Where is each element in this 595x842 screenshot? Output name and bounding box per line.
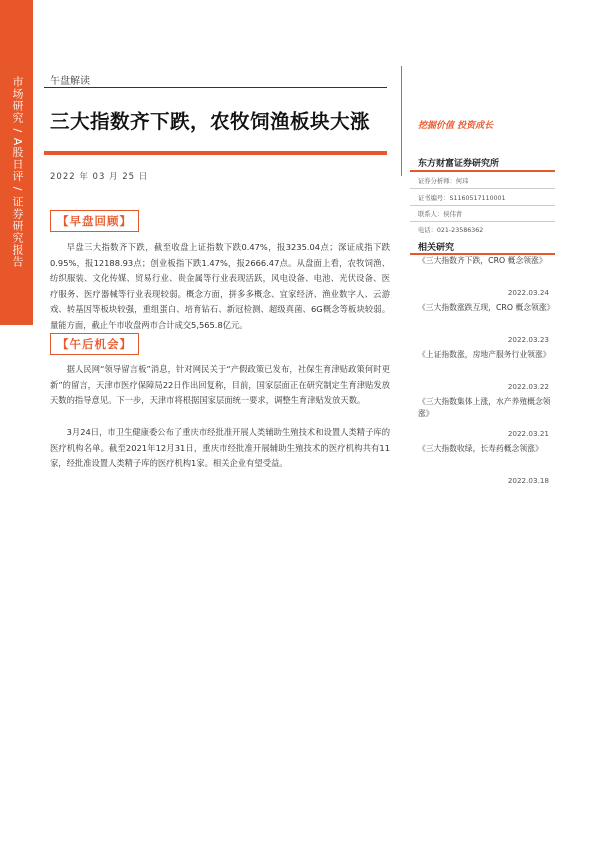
divider <box>410 205 555 206</box>
related-research-title: 相关研究 <box>418 243 455 253</box>
phone: 电话：021-23586362 <box>418 227 484 234</box>
related-date: 2022.03.24 <box>507 288 549 297</box>
analyst: 证券分析师：何玮 <box>418 178 469 185</box>
divider <box>410 221 555 222</box>
related-link[interactable]: 《三大指数涨跌互现，CRO 概念领涨》 <box>418 303 555 312</box>
cert-number: 证书编号：S1160517110001 <box>418 195 506 202</box>
report-date: 2022 年 03 月 25 日 <box>50 172 149 182</box>
divider <box>410 170 555 172</box>
report-category-label: 市场研究 / A股日评 / 证券研究报告 <box>11 76 24 268</box>
slogan: 挖掘价值 投资成长 <box>418 121 494 131</box>
related-date: 2022.03.22 <box>507 382 549 391</box>
divider <box>44 87 387 88</box>
contact: 联系人：侯伟青 <box>418 211 463 218</box>
report-title: 三大指数齐下跌，农牧饲渔板块大涨 <box>50 110 371 133</box>
paragraph: 早盘三大指数齐下跌，截至收盘上证指数下跌0.47%，报3235.04点；深证成指下跌0.95%，报12188.93点；创业板指下跌1.47%，报2666.47点。从盘面上看，农牧饲渔、纺织服装、文化传媒、贸易行业、贵金属等行业表现活跃，风电设备、电池、光伏设备、医疗服务、医疗器械等行业表现较弱。概念方面，拼多多概念、宜家经济、渔业数字人、云游戏、转基因等板块较强，重组蛋白、培育钻石、新冠检测、超级真菌、6G概念等板块较弱。量能方面，截止午市收盘两市合计成交5,565.8亿元。 <box>50 242 390 330</box>
title-underline <box>44 151 387 155</box>
vertical-divider <box>401 66 402 176</box>
related-date: 2022.03.23 <box>507 335 549 344</box>
related-link[interactable]: 《三大指数集体上涨，水产养殖概念领涨》 <box>418 397 551 418</box>
section-heading-afternoon: 【午后机会】 <box>50 333 139 355</box>
paragraph: 3月24日，市卫生健康委公布了重庆市经批准开展人类辅助生殖技术和设置人类精子库的医疗机构名单。截至2021年12月31日，重庆市经批准开展辅助生殖技术的医疗机构共有11家，经批准设置人类精子库的医疗机构1家。相关企业有望受益。 <box>50 427 390 468</box>
research-org: 东方财富证券研究所 <box>418 159 500 169</box>
related-link[interactable]: 《三大指数齐下跌，CRO 概念领涨》 <box>418 256 547 265</box>
divider <box>410 188 555 189</box>
section-tag: 午盘解读 <box>50 76 90 87</box>
paragraph: 据人民网“领导留言板”消息，针对网民关于“产假政策已发布，社保生育津贴政策何时更新”的留言，天津市医疗保障局22日作出回复称，目前，国家层面正在研究制定生育津贴发放天数的指导意见。下一步，天津市将根据国家层面统一要求，调整生育津贴发放天数。 <box>50 364 390 405</box>
section-heading-morning: 【早盘回顾】 <box>50 210 139 232</box>
related-date: 2022.03.21 <box>507 429 549 438</box>
related-link[interactable]: 《三大指数收绿，长寿药概念领涨》 <box>418 444 543 453</box>
related-date: 2022.03.18 <box>507 476 549 485</box>
sidebar <box>0 0 33 842</box>
related-link[interactable]: 《上证指数涨，房地产服务行业领涨》 <box>418 350 551 359</box>
